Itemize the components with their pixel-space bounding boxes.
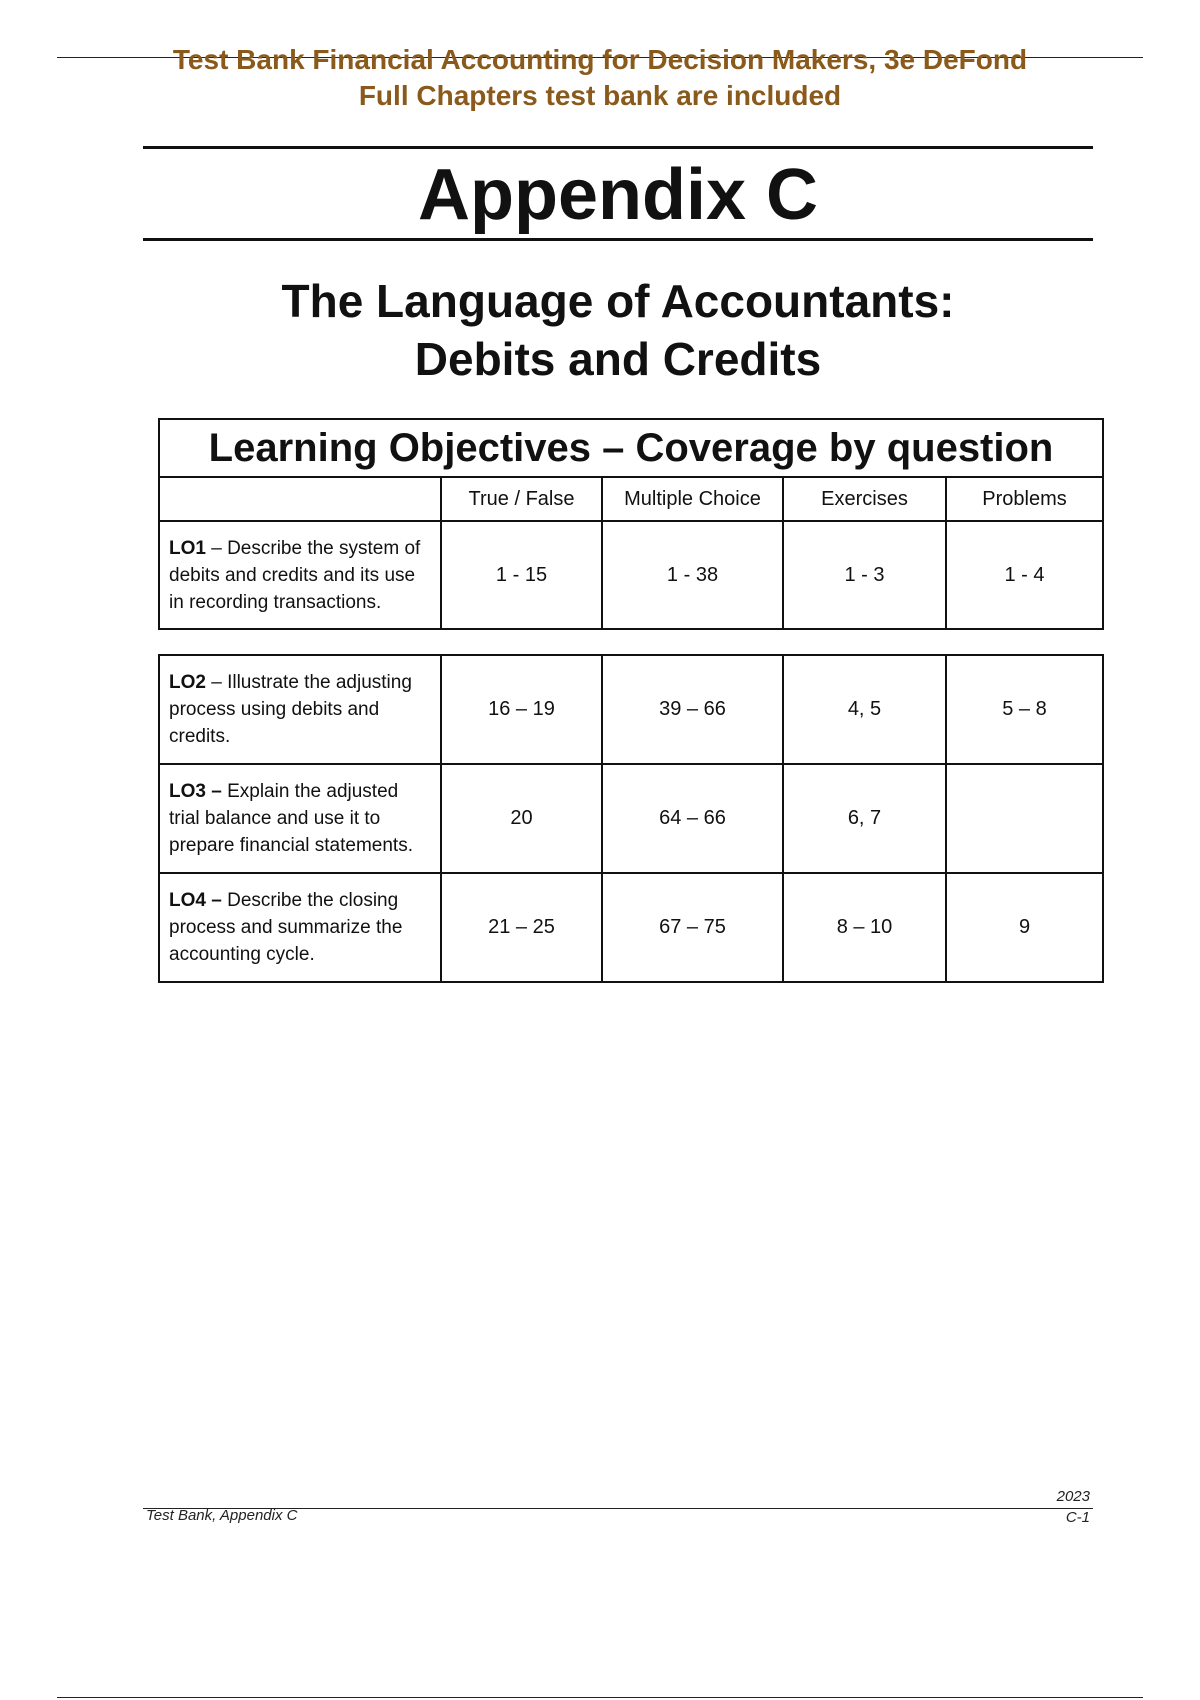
multiple-choice-range: 67 – 75 <box>602 873 783 982</box>
objective-code: LO1 <box>169 537 206 559</box>
learning-objectives-table-part2 <box>158 654 1104 983</box>
table-row <box>159 764 1103 873</box>
table-row <box>159 655 1103 764</box>
banner-line-1: Test Bank Financial Accounting for Decision Makers, 3e DeFond <box>172 44 1028 75</box>
page-bottom-rule <box>57 1697 1143 1698</box>
problems-range <box>946 764 1103 873</box>
footer-page-number: C-1 <box>1065 1509 1090 1526</box>
problems-range: 1 - 4 <box>946 521 1103 629</box>
header-exercises: Exercises <box>783 477 946 521</box>
footer-label: Test Bank, Appendix C <box>146 1507 298 1524</box>
objective-cell <box>159 873 441 982</box>
watermark-banner <box>0 42 1200 114</box>
exercises-range: 8 – 10 <box>783 873 946 982</box>
header-true-false: True / False <box>441 477 602 521</box>
multiple-choice-range: 64 – 66 <box>602 764 783 873</box>
objective-text: Explain the adjusted trial balance and use it to prepare financial statements. <box>169 781 413 856</box>
table-title: Learning Objectives – Coverage by question <box>159 419 1103 477</box>
table-row <box>159 873 1103 982</box>
true-false-range: 20 <box>441 764 602 873</box>
objective-text: – Describe the system of debits and credits and its use in recording transactions. <box>169 537 421 613</box>
footer-year: 2023 <box>1056 1488 1090 1505</box>
header-multiple-choice: Multiple Choice <box>602 477 783 521</box>
true-false-range: 16 – 19 <box>441 655 602 764</box>
true-false-range: 1 - 15 <box>441 521 602 629</box>
objective-cell <box>159 655 441 764</box>
exercises-range: 1 - 3 <box>783 521 946 629</box>
exercises-range: 6, 7 <box>783 764 946 873</box>
objective-cell <box>159 521 441 629</box>
table-header-row <box>159 477 1103 521</box>
true-false-range: 21 – 25 <box>441 873 602 982</box>
problems-range: 5 – 8 <box>946 655 1103 764</box>
title-bottom-rule <box>143 238 1093 241</box>
exercises-range: 4, 5 <box>783 655 946 764</box>
subtitle-line-1: The Language of Accountants: <box>281 275 955 327</box>
table-row <box>159 521 1103 629</box>
multiple-choice-range: 39 – 66 <box>602 655 783 764</box>
header-empty-cell <box>159 477 441 521</box>
objective-cell <box>159 764 441 873</box>
objective-text: – Illustrate the adjusting process using debits and credits. <box>169 672 412 747</box>
table-title-row <box>159 419 1103 477</box>
chapter-subtitle <box>143 272 1093 388</box>
header-problems: Problems <box>946 477 1103 521</box>
objective-text: Describe the closing process and summarize the accounting cycle. <box>169 890 403 965</box>
objective-code: LO3 – <box>169 781 222 802</box>
banner-line-2: Full Chapters test bank are included <box>358 80 842 111</box>
title-top-rule <box>143 146 1093 149</box>
learning-objectives-table-part1 <box>158 418 1104 630</box>
problems-range: 9 <box>946 873 1103 982</box>
subtitle-line-2: Debits and Credits <box>414 333 822 385</box>
objective-code: LO4 – <box>169 890 222 911</box>
multiple-choice-range: 1 - 38 <box>602 521 783 629</box>
page-title: Appendix C <box>417 155 818 235</box>
objective-code: LO2 <box>169 672 206 693</box>
